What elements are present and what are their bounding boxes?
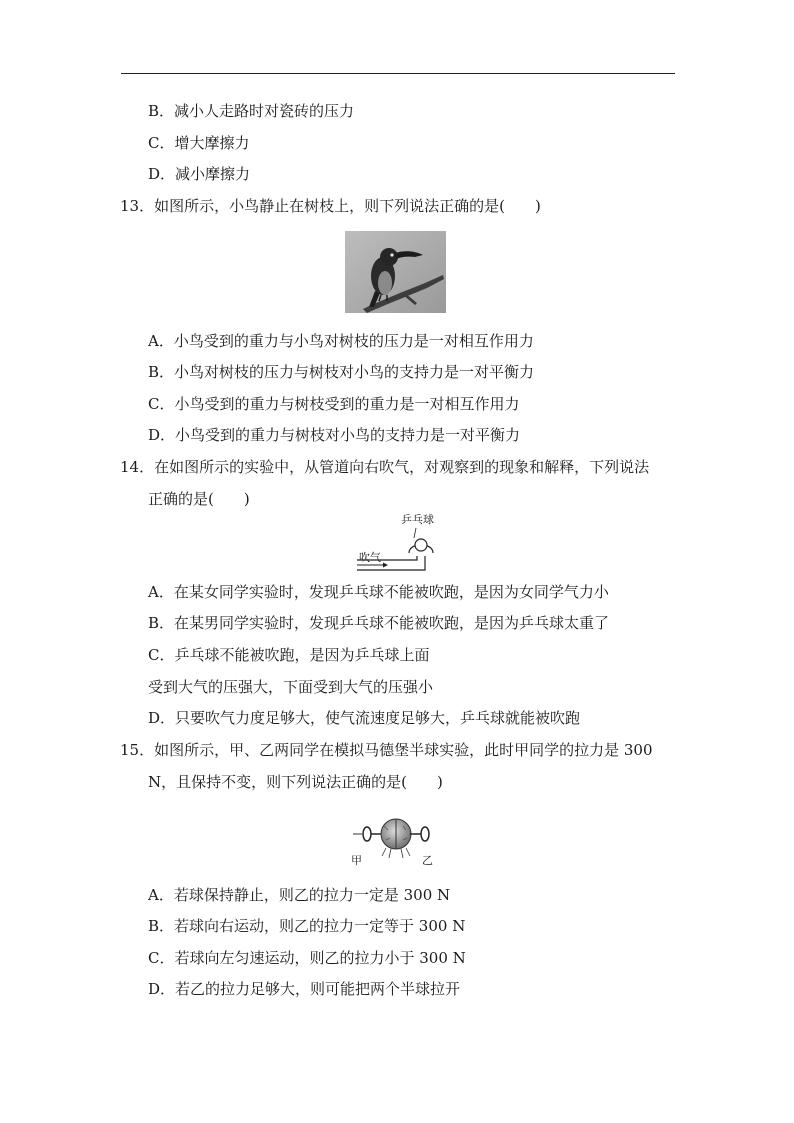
ping-pong-ball-label: 乒乓球 <box>401 513 434 526</box>
q14-option-d: D．只要吹气力度足够大，使气流速度足够大，乒乓球就能被吹跑 <box>148 709 581 727</box>
q15-stem-line2: N，且保持不变，则下列说法正确的是( ) <box>148 773 443 791</box>
person-jia-label: 甲 <box>351 854 362 867</box>
q13-option-b: B．小鸟对树枝的压力与树枝对小鸟的支持力是一对平衡力 <box>148 363 535 381</box>
q15-option-a: A．若球保持静止，则乙的拉力一定是 300 N <box>148 886 451 904</box>
q14-option-c: C．乒乓球不能被吹跑，是因为乒乓球上面 <box>148 646 430 664</box>
q13-option-c: C．小鸟受到的重力与树枝受到的重力是一对相互作用力 <box>148 395 520 413</box>
q12-option-b: B．减小人走路时对瓷砖的压力 <box>148 102 355 120</box>
q14-option-c-continued: 受到大气的压强大，下面受到大气的压强小 <box>148 678 434 696</box>
person-yi-label: 乙 <box>422 854 433 867</box>
q15-stem-line1: 15．如图所示，甲、乙两同学在模拟马德堡半球实验，此时甲同学的拉力是 300 <box>120 741 653 759</box>
q13-stem: 13．如图所示，小鸟静止在树枝上，则下列说法正确的是( ) <box>120 197 541 215</box>
q15-option-d: D．若乙的拉力足够大，则可能把两个半球拉开 <box>148 980 461 998</box>
q13-option-a: A．小鸟受到的重力与小鸟对树枝的压力是一对相互作用力 <box>148 332 534 350</box>
q14-option-b: B．在某男同学实验时，发现乒乓球不能被吹跑，是因为乒乓球太重了 <box>148 614 610 632</box>
blow-air-label: 吹气 <box>359 551 381 564</box>
magdeburg-hemispheres-figure <box>348 814 438 870</box>
blowing-pipe-figure <box>355 512 445 572</box>
q14-stem-line1: 14．在如图所示的实验中，从管道向右吹气，对观察到的现象和解释，下列说法 <box>120 458 650 476</box>
q12-option-c: C．增大摩擦力 <box>148 134 250 152</box>
header-rule <box>121 73 675 74</box>
q14-option-a: A．在某女同学实验时，发现乒乓球不能被吹跑，是因为女同学气力小 <box>148 583 609 601</box>
q13-option-d: D．小鸟受到的重力与树枝对小鸟的支持力是一对平衡力 <box>148 426 521 444</box>
q15-option-b: B．若球向右运动，则乙的拉力一定等于 300 N <box>148 917 466 935</box>
q15-option-c: C．若球向左匀速运动，则乙的拉力小于 300 N <box>148 949 466 967</box>
bird-photo <box>345 231 446 313</box>
q12-option-d: D．减小摩擦力 <box>148 165 251 183</box>
pipe-diagram <box>355 512 445 572</box>
q14-stem-line2: 正确的是( ) <box>148 490 250 508</box>
bird-on-branch-figure <box>345 231 446 313</box>
